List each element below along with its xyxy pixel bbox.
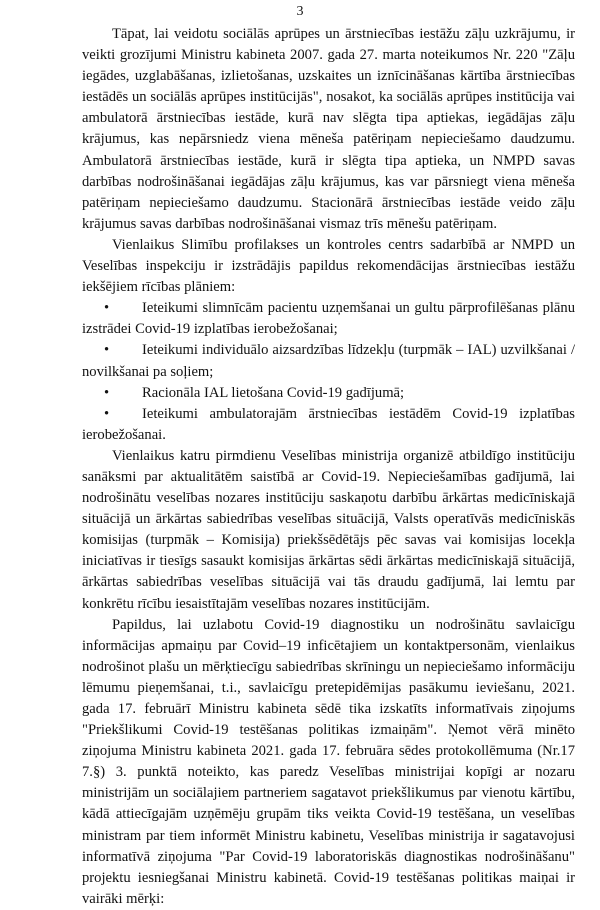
paragraph-recommendations-intro: Vienlaikus Slimību profilakses un kontroles centrs sadarbībā ar NMPD un Veselības inspekciju ir izstrādājis papildus rekomendācijas ārstniecības iestāžu iekšējiem rīcības plāniem: (82, 236, 575, 296)
list-item-text: Ieteikumi individuālo aizsardzības līdzekļu (turpmāk – IAL) uzvilkšanai / novilkšanai pa soļiem; (82, 342, 575, 380)
list-item (82, 383, 575, 404)
paragraph-drug-stock-amendments: Tāpat, lai veidotu sociālās aprūpes un ārstniecības iestāžu zāļu uzkrājumu, ir veikti grozījumi Ministru kabineta 2007. gada 27. marta noteikumos Nr. 220 "Zāļu iegādes, uzglabāšanas, izlietošanas, uzskaites un iznīcināšanas kārtība ārstniecības iestādēs un sociālās aprūpes institūcijās", nosakot, ka sociālās aprūpes institūcija vai ambulatorā ārstniecības iestāde, kurā nav slēgta tipa aptiekas, iegādājas zāļu krājumus, kas nepārsniedz viena mēneša patēriņam nepieciešamo daudzumu. Ambulatorā ārstniecības iestāde, kurā ir slēgta tipa aptieka, un NMPD savas darbības nodrošināšanai iegādājas zāļu krājumus, kas var pārsniegt viena mēneša patēriņam nepieciešamo daudzumu. Stacionārā ārstniecības iestāde veido zāļu krājumus savas darbības nodrošināšanai vismaz trīs mēnešu patēriņam. (82, 26, 575, 232)
list-item (82, 340, 575, 382)
list-item-text: Racionāla IAL lietošana Covid-19 gadījumā; (142, 384, 405, 401)
list-item (82, 298, 575, 340)
paragraph-testing-policy: Papildus, lai uzlabotu Covid-19 diagnostiku un nodrošinātu savlaicīgu informācijas apmaiņu par Covid–19 inficētajiem un kontaktpersonām, vienlaikus nodrošinot plašu un mērķtiecīgu sabiedrības skrīningu un nepieciešamo informāciju lēmumu pieņemšanai, t.i., savlaicīgu pretepidēmijas pasākumu ieviešanu, 2021. gada 17. februārī Ministru kabineta sēdē tika izskatīts informatīvais ziņojums "Priekšlikumi Covid-19 testēšanas politikas izmaiņām". Ņemot vērā minēto ziņojuma Ministru kabineta 2021. gada 17. februāra sēdes protokollēmuma (Nr.17 7.§) 3. punktā noteikto, kas paredz Veselības ministrijai kopīgi ar nozaru ministrijām un sociālajiem partneriem sagatavot priekšlikumus par vienotu kārtību, kādā attiecīgajām uzņēmēju grupām tiks veikta Covid-19 testēšana, un veselības ministram par tiem informēt Ministru kabinetu, Veselības ministrija ir sagatavojusi informatīvā ziņojuma "Par Covid-19 laboratoriskās diagnostikas nodrošināšanu" projektu iesniegšanai Ministru kabinetā. Covid-19 testēšanas politikas maiņai ir vairāki mērķi: (82, 616, 575, 907)
list-item-text: Ieteikumi ambulatorajām ārstniecības iestādēm Covid-19 izplatības ierobežošanai. (82, 405, 575, 443)
document-body (82, 24, 575, 910)
list-item-text: Ieteikumi slimnīcām pacientu uzņemšanai un gultu pārprofilēšanas plānu izstrādei Covid-19 izplatības ierobežošanai; (82, 300, 575, 338)
paragraph-weekly-meetings: Vienlaikus katru pirmdienu Veselības ministrija organizē atbildīgo institūciju sanāksmi par aktualitātēm saistībā ar Covid-19. Nepieciešamības gadījumā, lai nodrošinātu veselības nozares institūciju saskaņotu darbību ārkārtas medicīniskajā situācijā un ārkārtas sabiedrības veselības situācijā, Valsts operatīvās medicīniskās komisijas (turpmāk – Komisija) priekšsēdētājs pēc savas vai komisijas locekļa iniciatīvas ir tiesīgs sasaukt komisijas ārkārtas sēdi ārkārtas medicīniskajā situācijā, ārkārtas sabiedrības veselības situācijā vai tās draudu gadījumā, lai lemtu par konkrētu rīcību iesaistītajām veselības nozares institūcijām. (82, 447, 575, 612)
recommendations-list (82, 298, 575, 446)
bullet-marker: • (104, 405, 110, 422)
bullet-marker: • (104, 300, 110, 317)
list-item (82, 404, 575, 446)
page-number: 3 (296, 4, 304, 19)
bullet-marker: • (104, 342, 110, 359)
bullet-marker: • (104, 384, 110, 401)
